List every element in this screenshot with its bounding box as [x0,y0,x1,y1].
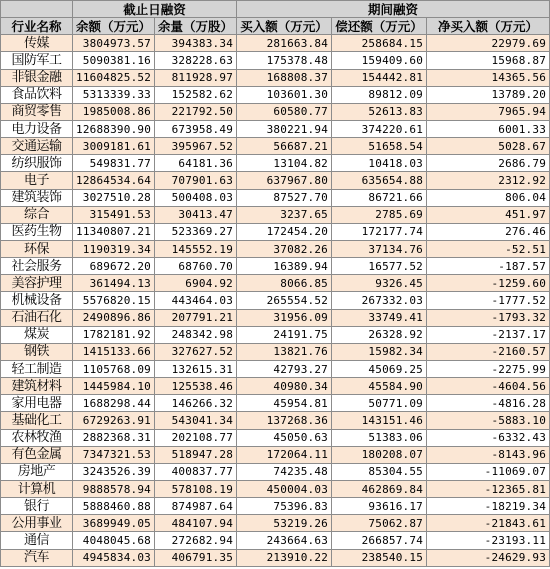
volume-cell: 543041.34 [155,412,237,429]
balance-cell: 4945834.03 [73,549,155,566]
net-buy-cell: 7965.94 [427,103,550,120]
repay-amount-cell: 635654.88 [332,172,427,189]
volume-cell: 406791.35 [155,549,237,566]
balance-cell: 361494.13 [73,275,155,292]
table-row [1,463,550,480]
volume-cell: 673958.49 [155,120,237,137]
industry-name-cell: 环保 [1,240,73,257]
buy-amount-cell: 74235.48 [237,463,332,480]
volume-cell: 523369.27 [155,223,237,240]
buy-amount-cell: 53219.26 [237,515,332,532]
buy-amount-cell: 175378.48 [237,52,332,69]
buy-amount-cell: 31956.09 [237,309,332,326]
table-row [1,429,550,446]
buy-amount-cell: 24191.75 [237,326,332,343]
industry-name-cell: 美容护理 [1,275,73,292]
net-buy-cell: 2686.79 [427,155,550,172]
balance-cell: 1190319.34 [73,240,155,257]
volume-cell: 146266.32 [155,395,237,412]
repay-amount-cell: 85304.55 [332,463,427,480]
industry-name-cell: 交通运输 [1,138,73,155]
volume-cell: 327627.52 [155,343,237,360]
buy-amount-cell: 45954.81 [237,395,332,412]
buy-amount-cell: 75396.83 [237,498,332,515]
table-row [1,326,550,343]
table-row [1,498,550,515]
table-row [1,258,550,275]
net-buy-cell: 2312.92 [427,172,550,189]
industry-name-cell: 公用事业 [1,515,73,532]
volume-cell: 64181.36 [155,155,237,172]
repay-amount-cell: 52613.83 [332,103,427,120]
net-buy-cell: -23193.11 [427,532,550,549]
net-buy-cell: -187.57 [427,258,550,275]
balance-cell: 2490896.86 [73,309,155,326]
balance-cell: 1105768.09 [73,360,155,377]
balance-cell: 3027510.28 [73,189,155,206]
industry-name-cell: 银行 [1,498,73,515]
net-buy-cell: -11069.07 [427,463,550,480]
net-buy-cell: -2160.57 [427,343,550,360]
buy-amount-cell: 103601.30 [237,86,332,103]
industry-name-cell: 医药生物 [1,223,73,240]
net-buy-cell: -8143.96 [427,446,550,463]
column-header-net-buy: 净买入额（万元） [427,18,550,35]
net-buy-cell: 806.04 [427,189,550,206]
buy-amount-cell: 265554.52 [237,292,332,309]
volume-cell: 500408.03 [155,189,237,206]
volume-cell: 221792.50 [155,103,237,120]
volume-cell: 811928.97 [155,69,237,86]
header-column-row [1,18,550,35]
industry-name-cell: 农林牧渔 [1,429,73,446]
net-buy-cell: -1793.32 [427,309,550,326]
buy-amount-cell: 42793.27 [237,360,332,377]
buy-amount-cell: 13821.76 [237,343,332,360]
repay-amount-cell: 89812.09 [332,86,427,103]
table-row [1,86,550,103]
balance-cell: 12688390.90 [73,120,155,137]
buy-amount-cell: 637967.80 [237,172,332,189]
industry-name-cell: 商贸零售 [1,103,73,120]
volume-cell: 400837.77 [155,463,237,480]
table-row [1,480,550,497]
buy-amount-cell: 8066.85 [237,275,332,292]
repay-amount-cell: 10418.03 [332,155,427,172]
balance-cell: 1445984.10 [73,378,155,395]
buy-amount-cell: 87527.70 [237,189,332,206]
volume-cell: 707901.63 [155,172,237,189]
net-buy-cell: -6332.43 [427,429,550,446]
net-buy-cell: 5028.67 [427,138,550,155]
net-buy-cell: 451.97 [427,206,550,223]
balance-cell: 1782181.92 [73,326,155,343]
balance-cell: 3243526.39 [73,463,155,480]
net-buy-cell: 6001.33 [427,120,550,137]
buy-amount-cell: 56687.21 [237,138,332,155]
buy-amount-cell: 16389.94 [237,258,332,275]
volume-cell: 272682.94 [155,532,237,549]
industry-name-cell: 电力设备 [1,120,73,137]
balance-cell: 1688298.44 [73,395,155,412]
industry-name-cell: 建筑装饰 [1,189,73,206]
net-buy-cell: -12365.81 [427,480,550,497]
industry-name-cell: 煤炭 [1,326,73,343]
table-row [1,395,550,412]
net-buy-cell: -1777.52 [427,292,550,309]
industry-name-cell: 通信 [1,532,73,549]
industry-name-cell: 非银金融 [1,69,73,86]
table-row [1,189,550,206]
balance-cell: 689672.20 [73,258,155,275]
volume-cell: 145552.19 [155,240,237,257]
group-balance-header: 截止日融资 [73,1,237,18]
volume-cell: 30413.47 [155,206,237,223]
table-row [1,360,550,377]
net-buy-cell: -1259.60 [427,275,550,292]
industry-name-cell: 家用电器 [1,395,73,412]
volume-cell: 152582.62 [155,86,237,103]
table-row [1,343,550,360]
balance-cell: 5090381.16 [73,52,155,69]
repay-amount-cell: 33749.41 [332,309,427,326]
repay-amount-cell: 258684.15 [332,35,427,52]
volume-cell: 68760.70 [155,258,237,275]
balance-cell: 5313339.33 [73,86,155,103]
repay-amount-cell: 172177.74 [332,223,427,240]
volume-cell: 328228.63 [155,52,237,69]
table-row [1,138,550,155]
table-row [1,292,550,309]
repay-amount-cell: 2785.69 [332,206,427,223]
balance-cell: 3009181.61 [73,138,155,155]
repay-amount-cell: 51383.06 [332,429,427,446]
industry-name-cell: 国防军工 [1,52,73,69]
repay-amount-cell: 159409.60 [332,52,427,69]
table-row [1,223,550,240]
net-buy-cell: -18219.34 [427,498,550,515]
net-buy-cell: -21843.61 [427,515,550,532]
buy-amount-cell: 168808.37 [237,69,332,86]
table-row [1,69,550,86]
net-buy-cell: -4604.56 [427,378,550,395]
repay-amount-cell: 75062.87 [332,515,427,532]
repay-amount-cell: 86721.66 [332,189,427,206]
volume-cell: 248342.98 [155,326,237,343]
buy-amount-cell: 137268.36 [237,412,332,429]
buy-amount-cell: 213910.22 [237,549,332,566]
industry-name-cell: 纺织服饰 [1,155,73,172]
repay-amount-cell: 154442.81 [332,69,427,86]
group-label-cell [1,1,73,18]
volume-cell: 394383.34 [155,35,237,52]
industry-name-cell: 基础化工 [1,412,73,429]
buy-amount-cell: 380221.94 [237,120,332,137]
balance-cell: 5576820.15 [73,292,155,309]
repay-amount-cell: 266857.74 [332,532,427,549]
balance-cell: 6729263.91 [73,412,155,429]
repay-amount-cell: 9326.45 [332,275,427,292]
net-buy-cell: -2275.99 [427,360,550,377]
column-header-volume: 余量（万股） [155,18,237,35]
column-header-industry: 行业名称 [1,18,73,35]
repay-amount-cell: 50771.09 [332,395,427,412]
volume-cell: 202108.77 [155,429,237,446]
table-row [1,532,550,549]
buy-amount-cell: 3237.65 [237,206,332,223]
repay-amount-cell: 16577.52 [332,258,427,275]
balance-cell: 3689949.05 [73,515,155,532]
table-row [1,515,550,532]
repay-amount-cell: 93616.17 [332,498,427,515]
table-row [1,155,550,172]
repay-amount-cell: 45069.25 [332,360,427,377]
balance-cell: 7347321.53 [73,446,155,463]
buy-amount-cell: 281663.84 [237,35,332,52]
repay-amount-cell: 26328.92 [332,326,427,343]
volume-cell: 484107.94 [155,515,237,532]
table-row [1,549,550,566]
repay-amount-cell: 51658.54 [332,138,427,155]
net-buy-cell: -2137.17 [427,326,550,343]
volume-cell: 874987.64 [155,498,237,515]
balance-cell: 9888578.94 [73,480,155,497]
table-row [1,103,550,120]
buy-amount-cell: 40980.34 [237,378,332,395]
table-header [1,1,550,35]
buy-amount-cell: 243664.63 [237,532,332,549]
volume-cell: 6904.92 [155,275,237,292]
balance-cell: 5888460.88 [73,498,155,515]
buy-amount-cell: 37082.26 [237,240,332,257]
header-group-row [1,1,550,18]
balance-cell: 3804973.57 [73,35,155,52]
column-header-buy: 买入额（万元） [237,18,332,35]
balance-cell: 11604825.52 [73,69,155,86]
table-row [1,52,550,69]
industry-name-cell: 有色金属 [1,446,73,463]
group-period-header: 期间融资 [237,1,550,18]
table-body [1,35,550,566]
buy-amount-cell: 450004.03 [237,480,332,497]
balance-cell: 549831.77 [73,155,155,172]
industry-name-cell: 钢铁 [1,343,73,360]
buy-amount-cell: 172064.11 [237,446,332,463]
industry-name-cell: 计算机 [1,480,73,497]
table-row [1,309,550,326]
buy-amount-cell: 13104.82 [237,155,332,172]
balance-cell: 315491.53 [73,206,155,223]
repay-amount-cell: 374220.61 [332,120,427,137]
industry-name-cell: 汽车 [1,549,73,566]
net-buy-cell: 14365.56 [427,69,550,86]
industry-name-cell: 机械设备 [1,292,73,309]
industry-name-cell: 传媒 [1,35,73,52]
volume-cell: 132615.31 [155,360,237,377]
table-row [1,412,550,429]
industry-name-cell: 房地产 [1,463,73,480]
table-row [1,172,550,189]
buy-amount-cell: 172454.20 [237,223,332,240]
balance-cell: 1415133.66 [73,343,155,360]
volume-cell: 207791.21 [155,309,237,326]
net-buy-cell: 276.46 [427,223,550,240]
volume-cell: 518947.28 [155,446,237,463]
table-row [1,275,550,292]
table-row [1,446,550,463]
repay-amount-cell: 37134.76 [332,240,427,257]
industry-name-cell: 电子 [1,172,73,189]
net-buy-cell: 13789.20 [427,86,550,103]
balance-cell: 2882368.31 [73,429,155,446]
volume-cell: 578108.19 [155,480,237,497]
net-buy-cell: -24629.93 [427,549,550,566]
industry-name-cell: 社会服务 [1,258,73,275]
industry-name-cell: 建筑材料 [1,378,73,395]
industry-name-cell: 石油石化 [1,309,73,326]
volume-cell: 395967.52 [155,138,237,155]
table-row [1,378,550,395]
balance-cell: 1985008.86 [73,103,155,120]
industry-name-cell: 综合 [1,206,73,223]
net-buy-cell: -5883.10 [427,412,550,429]
repay-amount-cell: 238540.15 [332,549,427,566]
repay-amount-cell: 180208.07 [332,446,427,463]
table-row [1,206,550,223]
repay-amount-cell: 462869.84 [332,480,427,497]
table-row [1,240,550,257]
column-header-repay: 偿还额（万元） [332,18,427,35]
table-row [1,35,550,52]
net-buy-cell: -52.51 [427,240,550,257]
balance-cell: 4048045.68 [73,532,155,549]
net-buy-cell: -4816.28 [427,395,550,412]
repay-amount-cell: 143151.46 [332,412,427,429]
repay-amount-cell: 15982.34 [332,343,427,360]
balance-cell: 12864534.64 [73,172,155,189]
net-buy-cell: 15968.87 [427,52,550,69]
buy-amount-cell: 60580.77 [237,103,332,120]
buy-amount-cell: 45050.63 [237,429,332,446]
industry-name-cell: 食品饮料 [1,86,73,103]
repay-amount-cell: 45584.90 [332,378,427,395]
column-header-balance: 余额（万元） [73,18,155,35]
volume-cell: 443464.03 [155,292,237,309]
net-buy-cell: 22979.69 [427,35,550,52]
repay-amount-cell: 267332.03 [332,292,427,309]
volume-cell: 125538.46 [155,378,237,395]
table-row [1,120,550,137]
industry-name-cell: 轻工制造 [1,360,73,377]
balance-cell: 11340807.21 [73,223,155,240]
